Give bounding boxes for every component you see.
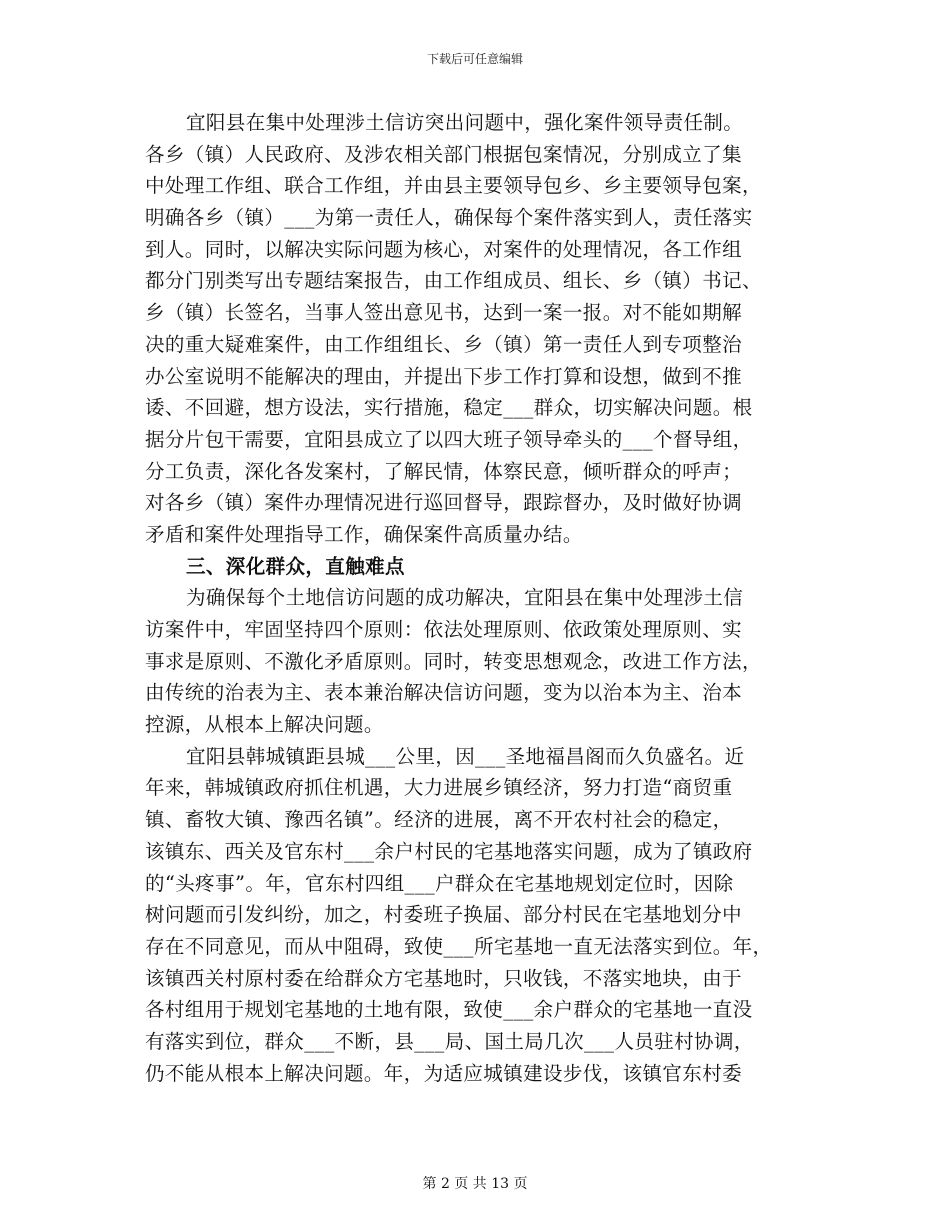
text-line: 仍不能从根本上解决问题。年，为适应城镇建设步伐，该镇官东村委	[145, 1061, 743, 1085]
text-line: 事求是原则、不激化矛盾原则。同时，转变思想观念，改进工作方法，	[145, 649, 762, 673]
text-line: 各村组用于规划宅基地的土地有限，致使___余户群众的宅基地一直没	[145, 998, 753, 1022]
text-line: 乡（镇）长签名，当事人签出意见书，达到一案一报。对不能如期解	[145, 301, 743, 325]
text-line: 存在不同意见，而从中阻碍，致使___所宅基地一直无法落实到位。年，	[145, 934, 773, 958]
text-line: 该镇东、西关及官东村___余户村民的宅基地落实问题，成为了镇政府	[145, 839, 753, 863]
text-line: 分工负责，深化各发案村，了解民情，体察民意，倾听群众的呼声；	[145, 459, 743, 483]
page-header: 下载后可任意编辑	[426, 52, 523, 66]
section-heading: 三、深化群众，直触难点	[186, 554, 405, 578]
text-line: 为确保每个土地信访问题的成功解决，宜阳县在集中处理涉土信	[186, 586, 744, 610]
text-line: 宜阳县韩城镇距县城___公里，因___圣地福昌阁而久负盛名。近	[186, 744, 745, 768]
text-line: 各乡（镇）人民政府、及涉农相关部门根据包案情况，分别成立了集	[145, 142, 743, 166]
document-body	[145, 107, 805, 1089]
text-line: 树问题而引发纠纷，加之，村委班子换届、部分村民在宅基地划分中	[145, 903, 743, 927]
text-line: 矛盾和案件处理指导工作，确保案件高质量办结。	[145, 522, 583, 546]
text-line: 年来，韩城镇政府抓住机遇，大力进展乡镇经济，努力打造“商贸重	[145, 776, 733, 800]
text-line: 宜阳县在集中处理涉土信访突出问题中，强化案件领导责任制。	[186, 111, 744, 134]
text-line: 办公室说明不能解决的理由，并提出下步工作打算和设想，做到不推	[145, 364, 743, 388]
text-line: 访案件中，牢固坚持四个原则：依法处理原则、依政策处理原则、实	[145, 618, 743, 641]
text-line: 的“头疼事”。年，官东村四组___户群众在宅基地规划定位时，因除	[145, 871, 734, 895]
page-footer: 第 2 页 共 13 页	[422, 1176, 528, 1192]
text-line: 该镇西关村原村委在给群众方宅基地时，只收钱，不落实地块，由于	[145, 966, 743, 990]
text-line: 到人。同时，以解决实际问题为核心，对案件的处理情况，各工作组	[145, 237, 743, 261]
text-line: 镇、畜牧大镇、豫西名镇”。经济的进展，离不开农村社会的稳定，	[145, 808, 733, 832]
text-line: 都分门别类写出专题结案报告，由工作组成员、组长、乡（镇）书记、	[145, 269, 762, 293]
text-line: 控源，从根本上解决问题。	[145, 713, 384, 737]
text-line: 明确各乡（镇）___为第一责任人，确保每个案件落实到人，责任落实	[145, 206, 753, 230]
text-line: 据分片包干需要，宜阳县成立了以四大班子领导牵头的___个督导组，	[145, 427, 753, 451]
text-line: 诿、不回避，想方设法，实行措施，稳定___群众，切实解决问题。根	[145, 396, 753, 420]
text-line: 对各乡（镇）案件办理情况进行巡回督导，跟踪督办，及时做好协调	[145, 491, 743, 515]
text-line: 由传统的治表为主、表本兼治解决信访问题，变为以治本为主、治本	[145, 681, 743, 705]
text-line: 决的重大疑难案件，由工作组组长、乡（镇）第一责任人到专项整治	[145, 332, 743, 356]
text-line: 中处理工作组、联合工作组，并由县主要领导包乡、乡主要领导包案，	[145, 174, 762, 198]
text-line: 有落实到位，群众___不断，县___局、国土局几次___人员驻村协调，	[145, 1029, 754, 1053]
